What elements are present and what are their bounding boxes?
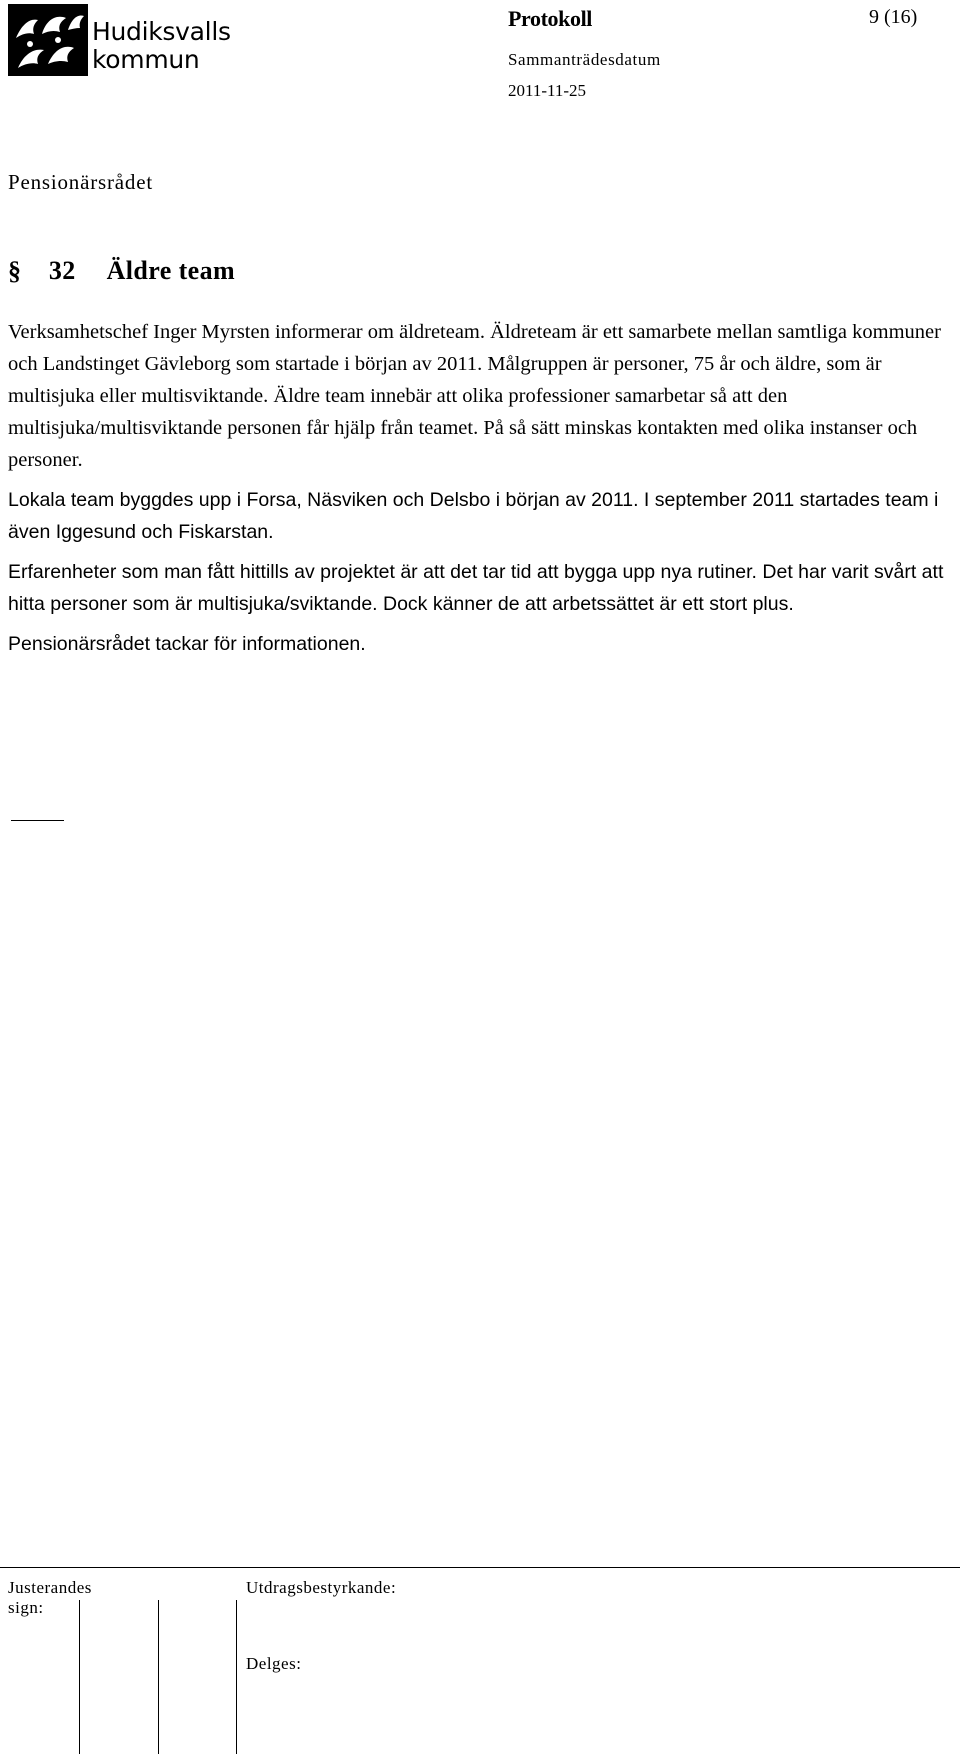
distribution-label: Delges: bbox=[246, 1654, 302, 1673]
paragraph: Verksamhetschef Inger Myrsten informerar om äldreteam. Äldreteam är ett samarbete mellan samtliga kommuner och Landstinget Gävleborg som startade i början av 2011. Målgruppen är personer, 75 år och äldre, som är multisjuka eller multisviktande. Äldre team innebär att olika professioner samarbetar så att den multisjuka/multisviktande personen får hjälp från teamet. På så sätt minskas kontakten med olika instanser och personer. bbox=[8, 321, 941, 471]
adjuster-label-line2: sign: bbox=[8, 1598, 44, 1617]
goat-emblem-icon bbox=[8, 4, 88, 76]
end-of-section-rule bbox=[11, 820, 64, 821]
signature-box-divider bbox=[158, 1600, 159, 1754]
meeting-date-label: Sammanträdesdatum bbox=[508, 50, 661, 69]
section-symbol: § bbox=[8, 256, 22, 285]
hudiksvalls-kommun-logo bbox=[8, 4, 248, 76]
paragraph: Pensionärsrådet tackar för informationen. bbox=[8, 633, 366, 655]
committee-name: Pensionärsrådet bbox=[8, 170, 153, 194]
logo-line-hudiksvalls: Hudiksvalls bbox=[92, 17, 231, 46]
meeting-date: 2011-11-25 bbox=[508, 81, 587, 100]
signature-box-divider bbox=[79, 1600, 80, 1754]
body-text bbox=[8, 316, 948, 668]
page-number: 9 (16) bbox=[869, 6, 918, 28]
signature-box-divider bbox=[236, 1600, 237, 1754]
logo-line-kommun: kommun bbox=[92, 45, 200, 74]
section-number: 32 bbox=[48, 256, 76, 285]
paragraph: Lokala team byggdes upp i Forsa, Näsviken och Delsbo i början av 2011. I september 2011 startades team i även Iggesund och Fiskarstan. bbox=[8, 489, 939, 543]
section-heading bbox=[8, 256, 235, 286]
adjuster-label-line1: Justerandes bbox=[8, 1578, 92, 1597]
logo-wordmark bbox=[92, 18, 231, 74]
section-title: Äldre team bbox=[106, 256, 236, 285]
footer-divider bbox=[0, 1567, 960, 1568]
paragraph: Erfarenheter som man fått hittills av projektet är att det tar tid att bygga upp nya rutiner. Det har varit svårt att hitta personer som är multisjuka/sviktande. Dock känner de att arbetssättet är ett stort plus. bbox=[8, 561, 944, 615]
document-type: Protokoll bbox=[508, 6, 592, 31]
extract-certifier-label: Utdragsbestyrkande: bbox=[246, 1578, 397, 1597]
